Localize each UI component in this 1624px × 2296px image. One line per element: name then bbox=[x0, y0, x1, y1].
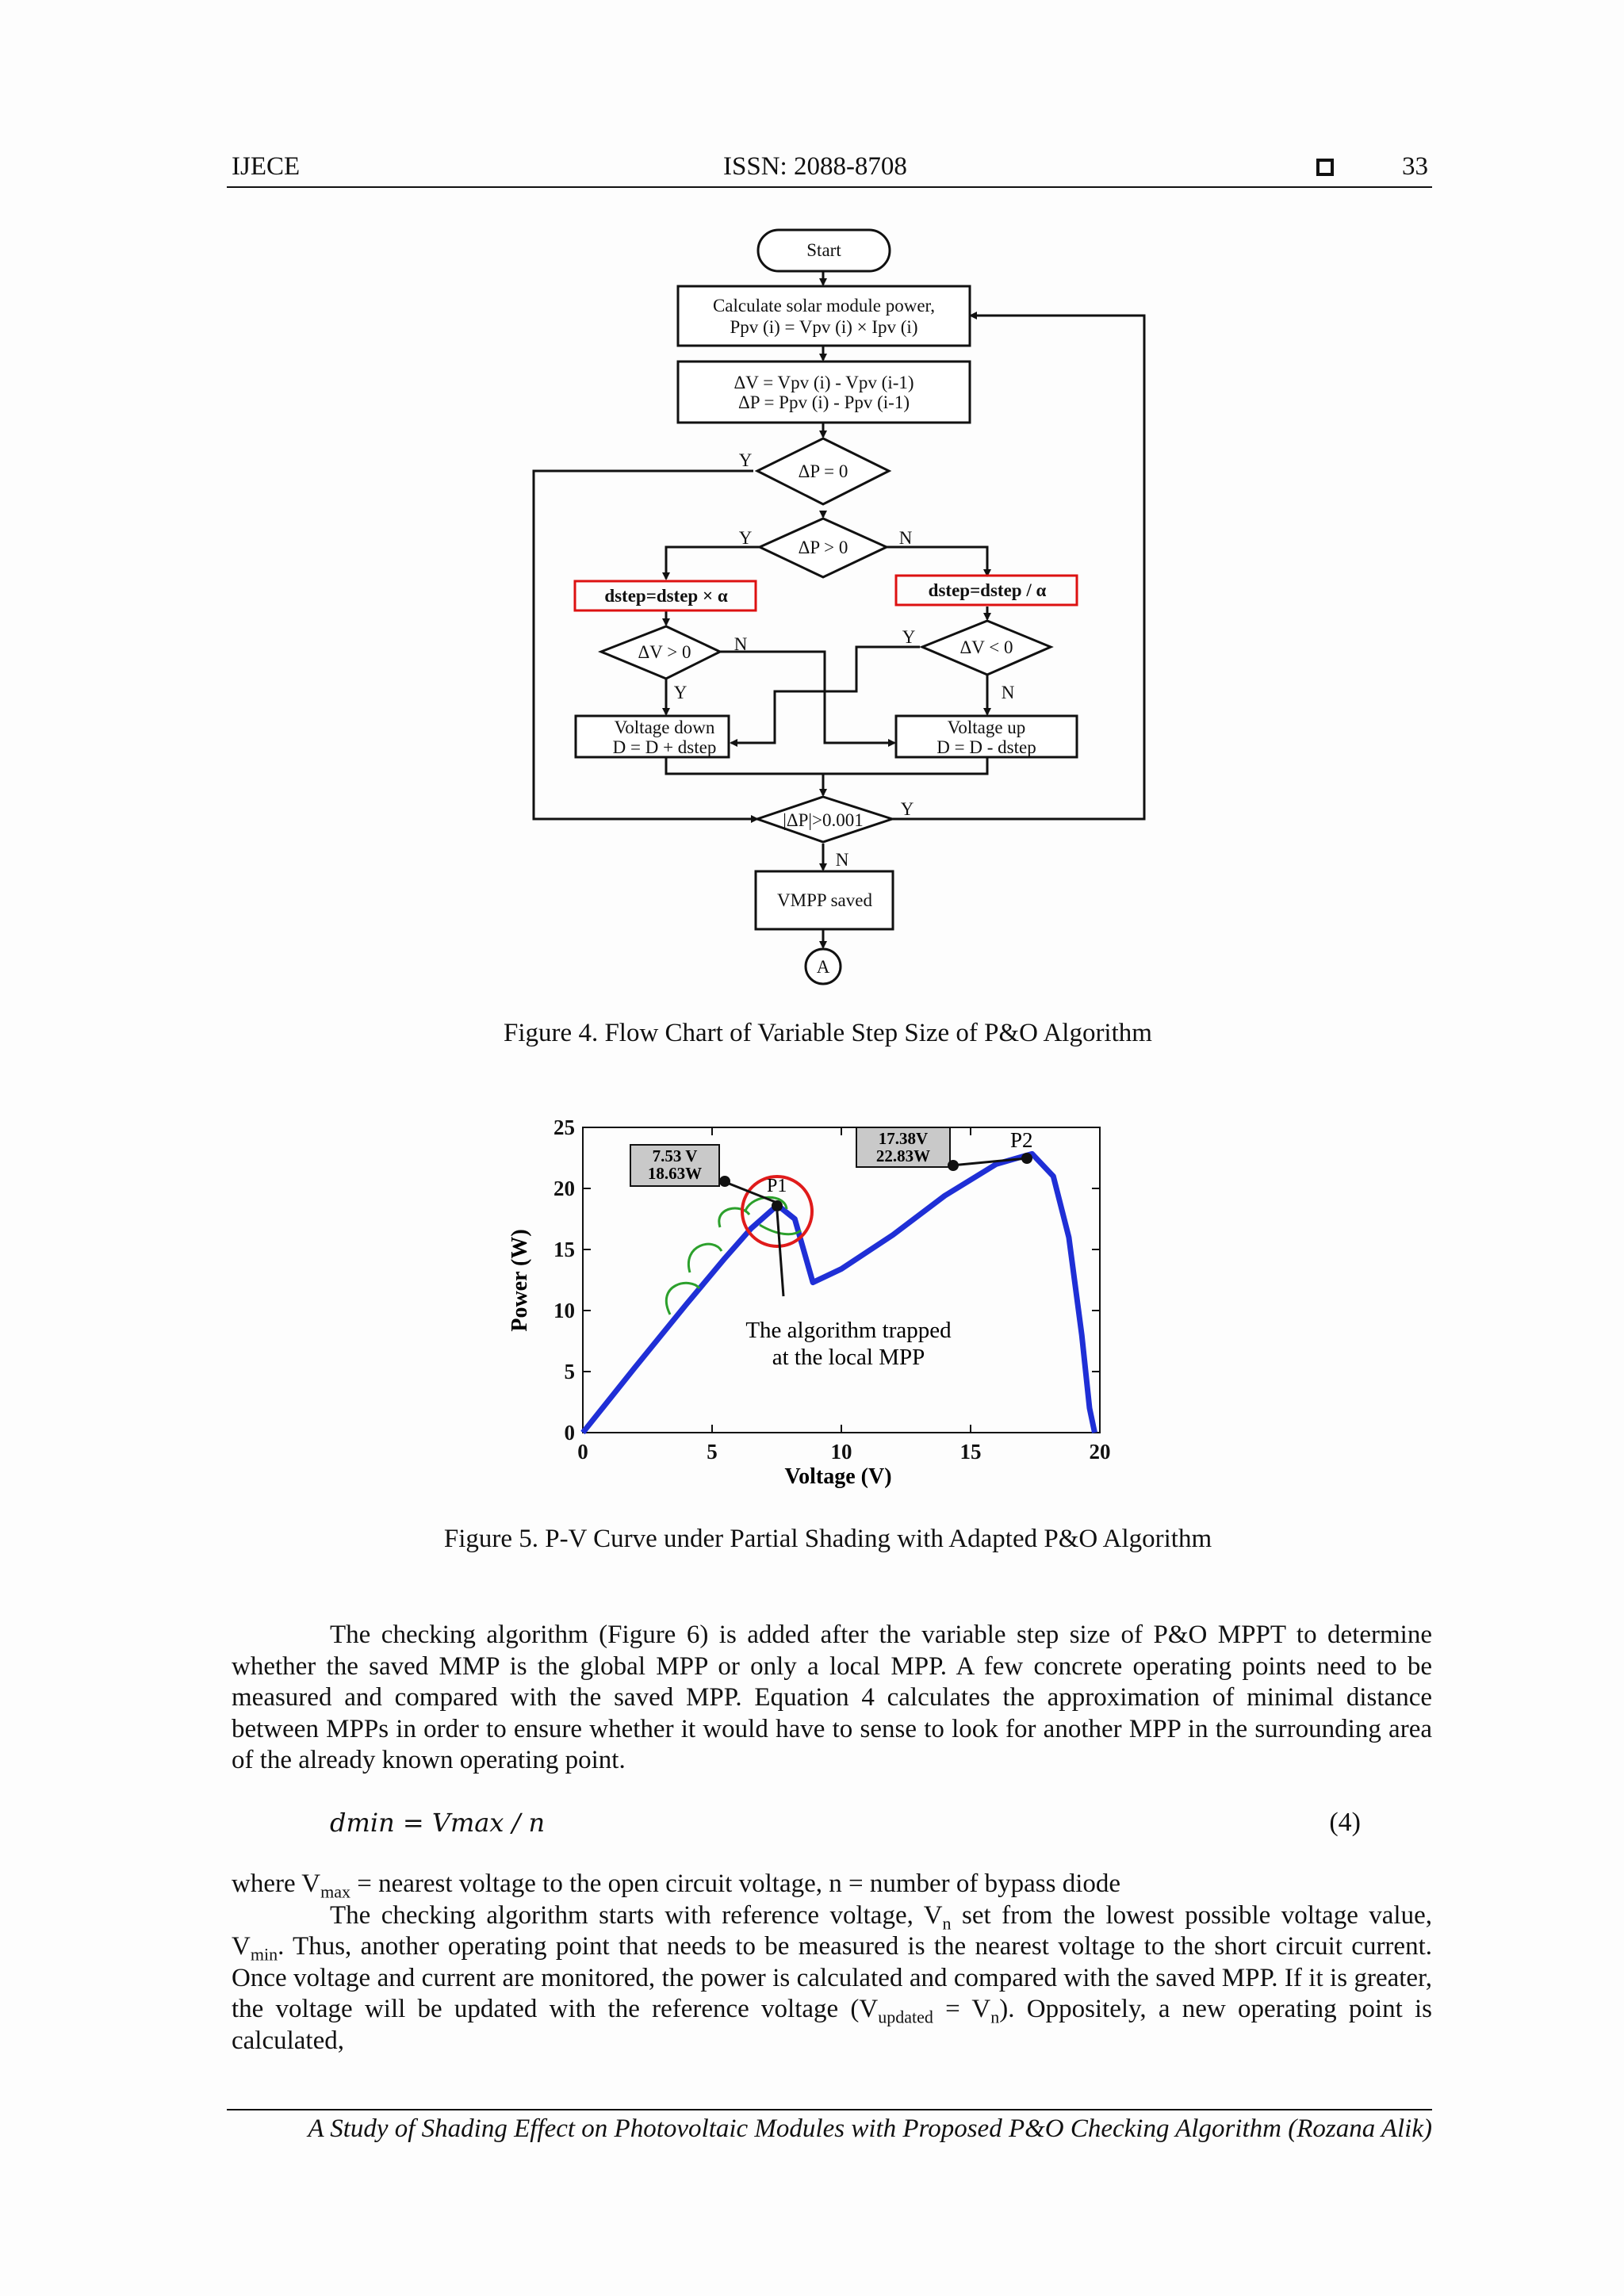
journal-name: IJECE bbox=[232, 152, 301, 181]
vmpp-label: VMPP saved bbox=[777, 890, 872, 910]
yes-label: Y bbox=[900, 799, 914, 819]
calc-line1: Calculate solar module power, bbox=[712, 296, 936, 316]
marker-dot bbox=[948, 1160, 959, 1171]
delta-line1: ΔV = Vpv (i) - Vpv (i-1) bbox=[733, 373, 914, 392]
square-icon bbox=[1316, 159, 1334, 176]
x-tick-label: 15 bbox=[959, 1440, 982, 1464]
no-label: N bbox=[835, 850, 849, 870]
y-tick-label: 0 bbox=[564, 1421, 575, 1445]
equation-formula: dmin = Vmax / n bbox=[330, 1808, 546, 1838]
dp-positive-label: ΔP > 0 bbox=[798, 538, 848, 557]
no-label: N bbox=[733, 634, 748, 654]
x-axis-label: Voltage (V) bbox=[784, 1464, 892, 1489]
x-tick-label: 20 bbox=[1089, 1440, 1111, 1464]
dstep-multiply-label: dstep=dstep × α bbox=[604, 586, 728, 606]
voltage-up-line1: Voltage up bbox=[947, 718, 1026, 737]
dp-zero-label: ΔP = 0 bbox=[798, 461, 848, 481]
x-tick-label: 0 bbox=[577, 1440, 588, 1464]
dv-negative-label: ΔV < 0 bbox=[959, 637, 1013, 657]
calc-line2: Ppv (i) = Vpv (i) × Ipv (i) bbox=[730, 317, 918, 337]
no-label: N bbox=[1001, 683, 1015, 702]
mpp2-power: 22.83W bbox=[875, 1146, 931, 1165]
y-tick-label: 15 bbox=[553, 1238, 575, 1261]
dv-positive-label: ΔV > 0 bbox=[638, 642, 691, 662]
y-tick-label: 20 bbox=[553, 1177, 575, 1200]
figure5-pv-chart bbox=[0, 1102, 1624, 1498]
figure4-caption: Figure 4. Flow Chart of Variable Step Size of P&O Algorithm bbox=[504, 1019, 1152, 1047]
p2-dot bbox=[1021, 1153, 1032, 1164]
issn: ISSN: 2088-8708 bbox=[723, 152, 907, 181]
start-label: Start bbox=[806, 240, 841, 260]
yes-label: Y bbox=[738, 450, 753, 470]
where-line: where $V_{max}$ = nearest voltage to the open circuit voltage, n = number of bypass diode bbox=[232, 1869, 1121, 1902]
equation-number: (4) bbox=[1329, 1808, 1361, 1837]
no-label: N bbox=[898, 528, 913, 548]
abs-dp-label: |ΔP|>0.001 bbox=[783, 810, 864, 830]
figure4-flowchart bbox=[0, 214, 1624, 1007]
marker-dot bbox=[719, 1176, 730, 1187]
paragraph-where bbox=[232, 1869, 1432, 2057]
dstep-divide-label: dstep=dstep / α bbox=[928, 580, 1047, 600]
yes-label: Y bbox=[738, 528, 753, 548]
y-axis-label: Power (W) bbox=[508, 1229, 532, 1332]
figure5-caption: Figure 5. P-V Curve under Partial Shading with Adapted P&O Algorithm bbox=[443, 1525, 1212, 1553]
footer-citation: A Study of Shading Effect on Photovoltaic Modules with Proposed P&O Checking Algorithm (Rozana Alik) bbox=[308, 2114, 1432, 2143]
equation-4 bbox=[232, 1808, 1432, 1843]
annotation-line1: The algorithm trapped bbox=[745, 1318, 952, 1343]
p2-label: P2 bbox=[1010, 1128, 1033, 1152]
paragraph-checking-algorithm: The checking algorithm (Figure 6) is added after the variable step size of P&O MPPT to determine whether the saved MMP is the global MPP or only a local MPP. A few concrete operating points need to be measured and compared with the saved MPP. Equation 4 calculates the approximation of minimal distance between MPPs in order to ensure whether it would have to sense to look for another MPP in the surrounding area of the already known operating point. bbox=[232, 1621, 1432, 1774]
p1-dot bbox=[772, 1200, 783, 1211]
voltage-down-line1: Voltage down bbox=[614, 718, 715, 737]
connector-label: A bbox=[816, 957, 830, 977]
x-tick-label: 10 bbox=[830, 1440, 852, 1464]
voltage-up-line2: D = D - dstep bbox=[936, 737, 1036, 757]
paragraph-reference-voltage: The checking algorithm starts with reference voltage, $V_n$ set from the lowest possible voltage value, $V_{min}$. Thus, another operating point that needs to be measured is the nearest voltage to the short circuit current. Once voltage and current are monitored, the power is calculated and compared with the saved MPP. If it is greater, the voltage will be updated with the reference voltage $(V_{updated} = V_n)$. Oppositely, a new operating point is calculated, bbox=[232, 1900, 1433, 2055]
delta-line2: ΔP = Ppv (i) - Ppv (i-1) bbox=[737, 392, 910, 412]
mpp1-voltage: 7.53 V bbox=[652, 1146, 698, 1165]
y-tick-label: 25 bbox=[553, 1115, 575, 1139]
voltage-down-line2: D = D + dstep bbox=[612, 737, 717, 757]
annotation-line2: at the local MPP bbox=[772, 1345, 925, 1370]
header-rule bbox=[227, 186, 1432, 188]
mpp1-power: 18.63W bbox=[647, 1164, 703, 1183]
page-number: 33 bbox=[1402, 152, 1428, 181]
y-tick-label: 5 bbox=[564, 1360, 575, 1383]
y-tick-label: 10 bbox=[553, 1299, 575, 1322]
x-tick-label: 5 bbox=[707, 1440, 718, 1464]
yes-label: Y bbox=[902, 627, 916, 647]
p1-label: P1 bbox=[767, 1176, 787, 1196]
yes-label: Y bbox=[673, 683, 688, 702]
pv-curve-series bbox=[583, 1154, 1095, 1433]
mpp2-voltage: 17.38V bbox=[878, 1129, 929, 1148]
